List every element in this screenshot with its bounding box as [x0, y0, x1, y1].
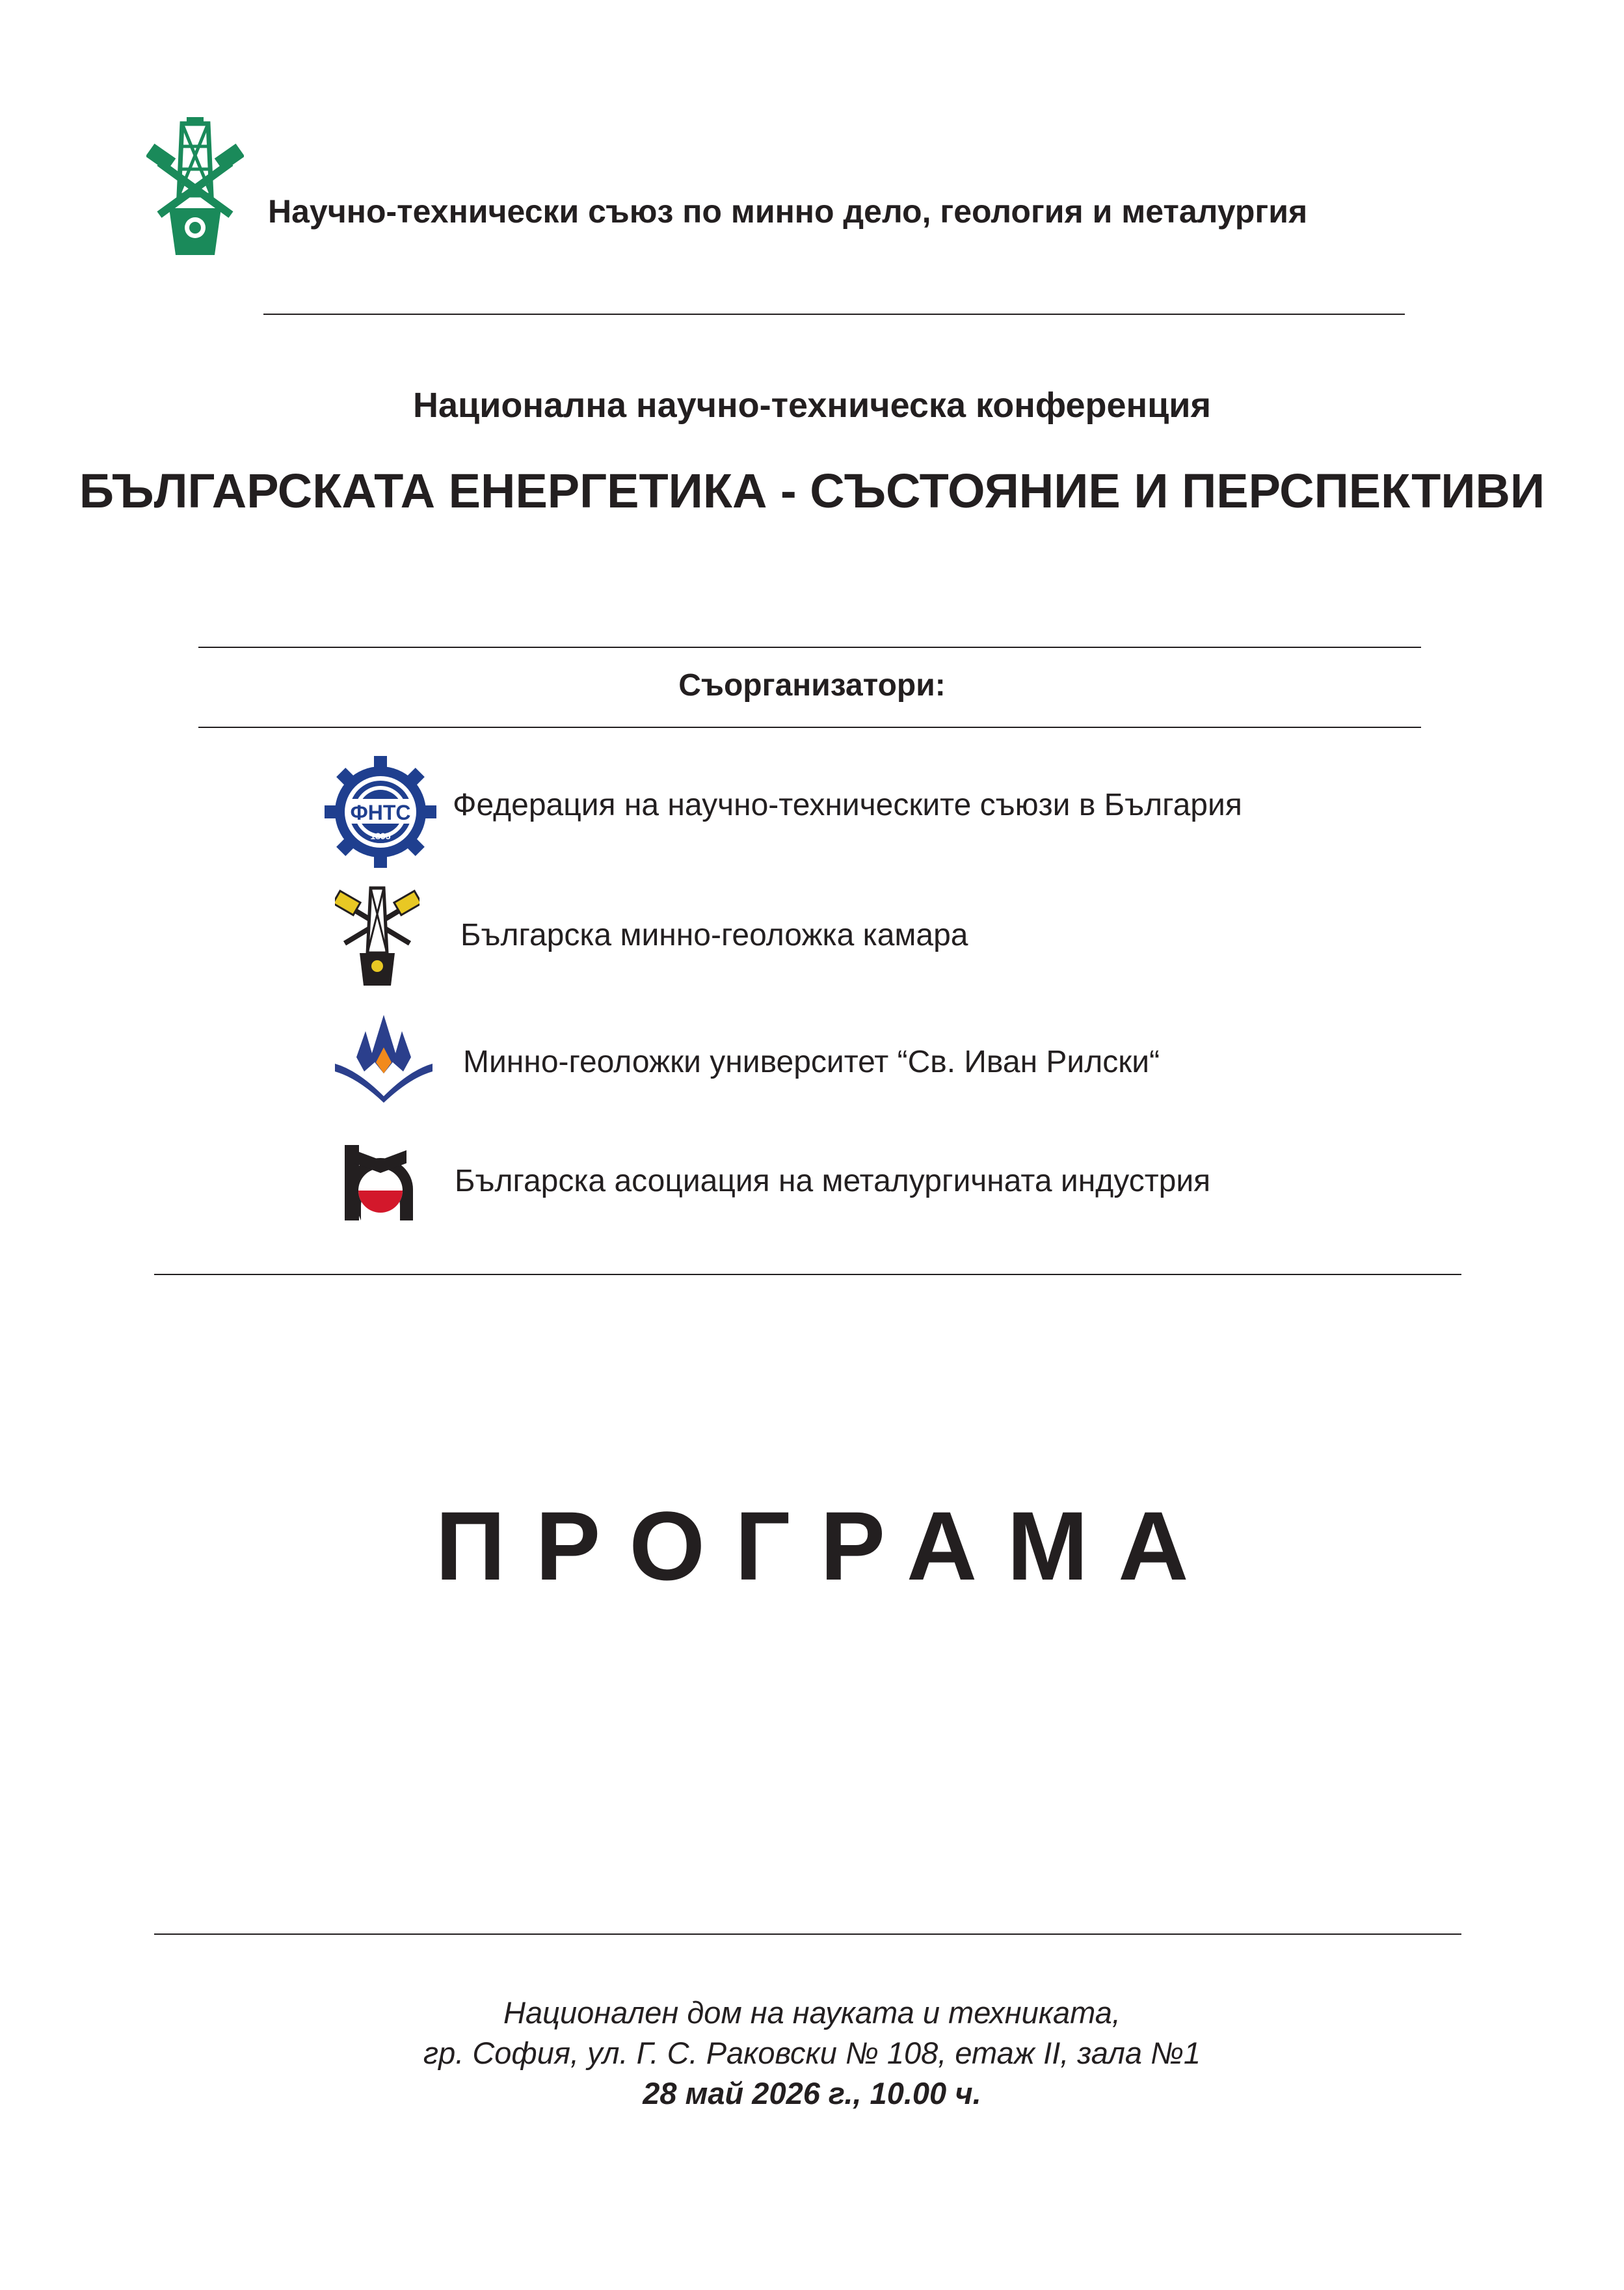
coorganizers-bottom-divider [198, 727, 1421, 728]
program-title: ПРОГРАМА [435, 1491, 1219, 1600]
coorganizers-heading: Съорганизатори: [678, 668, 946, 703]
university-book-logo-icon [332, 1012, 436, 1103]
fnts-logo-text: ФНТС [350, 801, 411, 824]
footer-divider [154, 1933, 1461, 1935]
partner-label-university: Минно-геоложки университет “Св. Иван Рилски“ [463, 1045, 1160, 1079]
conference-title: БЪЛГАРСКАТА ЕНЕРГЕТИКА - СЪСТОЯНИЕ И ПЕРСПЕКТИВИ [79, 464, 1545, 518]
mining-chamber-logo-icon [335, 882, 419, 992]
venue-date-time: 28 май 2026 г., 10.00 ч. [643, 2076, 981, 2110]
conference-subtitle: Национална научно-техническа конференция [412, 386, 1212, 425]
partner-label-fnts: Федерация на научно-техническите съюзи в България [453, 788, 1242, 822]
venue-line-2: гр. София, ул. Г. С. Раковски № 108, етаж II, зала №1 [423, 2036, 1201, 2070]
coorganizers-section-end-divider [154, 1274, 1461, 1275]
fnts-logo-year: 1895 [370, 831, 391, 841]
venue-line-1: Национален дом на науката и техниката, [503, 1995, 1121, 2030]
metallurgy-association-logo-icon [341, 1144, 419, 1222]
fnts-gear-logo-icon [322, 753, 439, 870]
header-divider [263, 314, 1405, 315]
partner-label-metallurgy: Българска асоциация на металургичната индустрия [455, 1164, 1211, 1198]
partner-label-mining-chamber: Българска минно-геоложка камара [460, 918, 968, 952]
coorganizers-top-divider [198, 647, 1421, 648]
organization-name: Научно-технически съюз по минно дело, геология и металургия [268, 193, 1308, 230]
mining-hammer-tower-icon [146, 117, 244, 260]
